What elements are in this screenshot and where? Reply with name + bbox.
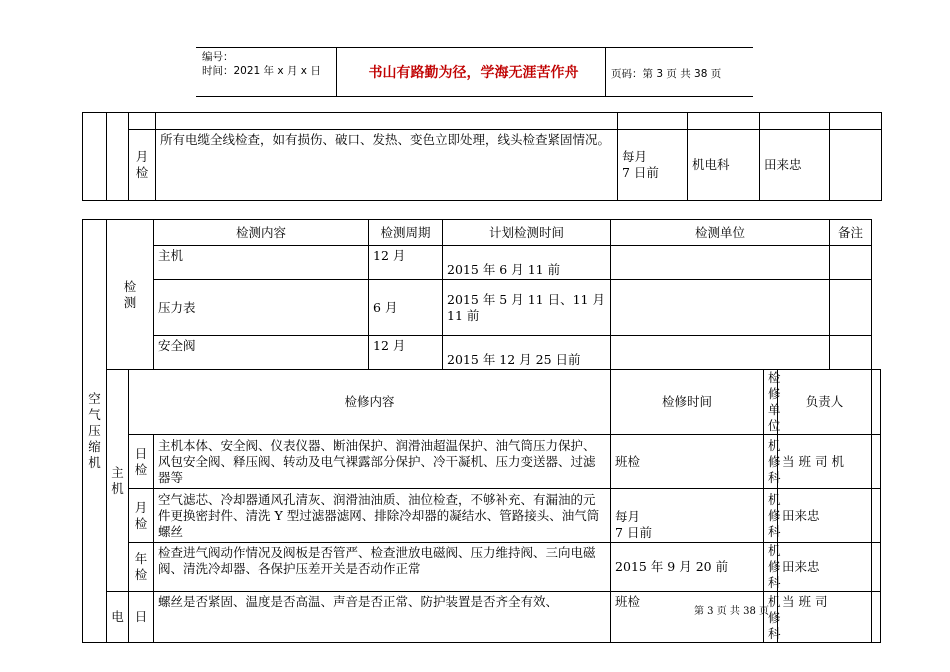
- table-cell: [611, 246, 830, 280]
- page-header: [196, 47, 753, 97]
- table-cell: [872, 489, 881, 543]
- table-cell: [872, 543, 881, 592]
- inspection-cycle: 12 月: [369, 336, 443, 370]
- table-cell: [611, 280, 830, 336]
- inspection-time: 2015 年 12 月 25 日前: [443, 336, 611, 370]
- header-motto: 书山有路勤为径，学海无涯苦作舟: [368, 65, 579, 81]
- column-header: 检测内容: [154, 220, 369, 246]
- column-header: 检修内容: [129, 370, 611, 435]
- period-cell: 日: [129, 592, 154, 643]
- inspection-time: 2015 年 6 月 11 前: [443, 246, 611, 280]
- maintenance-unit: 机修科: [764, 489, 778, 543]
- table-cell: [872, 592, 881, 643]
- table-cell: [830, 280, 872, 336]
- table-cell: [830, 113, 882, 130]
- time-label: 时间：2021 年 x 月 x 日: [202, 65, 321, 77]
- column-header: 备注: [830, 220, 872, 246]
- maintenance-person: 当 班 司: [778, 592, 872, 643]
- inspection-cycle: 6 月: [369, 280, 443, 336]
- inspection-content: 安全阀: [154, 336, 369, 370]
- table-cell: [830, 336, 872, 370]
- column-header: 检测周期: [369, 220, 443, 246]
- maintenance-time: 每月 7 日前: [611, 489, 764, 543]
- period-cell: 月 检: [129, 489, 154, 543]
- period-cell: 月 检: [129, 130, 156, 201]
- column-header: 检修时间: [611, 370, 764, 435]
- equipment-label: 空 气 压 缩 机: [83, 220, 107, 643]
- motor-label: 电: [107, 592, 129, 643]
- maintenance-content: 主机本体、安全阀、仪表仪器、断油保护、润滑油超温保护、油气筒压力保护、风包安全阀、释压阀、转动及电气裸露部分保护、冷干凝机、压力变送器、过滤器等: [154, 435, 611, 489]
- column-header: 计划检测时间: [443, 220, 611, 246]
- table-cable-inspection: [82, 112, 882, 201]
- table-air-compressor: [82, 219, 881, 643]
- column-header: 负责人: [778, 370, 872, 435]
- schedule-cell: 每月 7 日前: [618, 130, 688, 201]
- inspection-cycle: 12 月: [369, 246, 443, 280]
- maintenance-content: 空气滤芯、冷却器通风孔清灰、润滑油油质、油位检查，不够补充、有漏油的元件更换密封件、清洗 Y 型过滤器滤网、排除冷却器的凝结水、管路接头、油气筒螺丝: [154, 489, 611, 543]
- period-cell: 日 检: [129, 435, 154, 489]
- table-cell: [618, 113, 688, 130]
- table-cell: [107, 113, 129, 201]
- table-cell: [872, 370, 881, 435]
- person-cell: 田来忠: [760, 130, 830, 201]
- inspection-content: 压力表: [154, 280, 369, 336]
- table-cell: [830, 130, 882, 201]
- maintenance-content: 检查进气阀动作情况及阀板是否管严、检查泄放电磁阀、压力维持阀、三向电磁阀、清洗冷却器、各保护压差开关是否动作正常: [154, 543, 611, 592]
- maintenance-unit: 机修科: [764, 543, 778, 592]
- column-header: 检测单位: [611, 220, 830, 246]
- unit-cell: 机电科: [688, 130, 760, 201]
- table-cell: [129, 113, 156, 130]
- table-cell: [611, 336, 830, 370]
- table-cell: [872, 435, 881, 489]
- doc-number-label: 编号：: [202, 51, 234, 63]
- maintenance-time: 班检: [611, 435, 764, 489]
- header-info: [202, 50, 321, 78]
- table-cell: [830, 246, 872, 280]
- table-cell: [760, 113, 830, 130]
- maintenance-unit: 机修科: [764, 435, 778, 489]
- maintenance-person: 田来忠: [778, 543, 872, 592]
- inspection-time: 2015 年 5 月 11 日、11 月 11 前: [443, 280, 611, 336]
- table-cell: [83, 113, 107, 201]
- maintenance-unit: 机修科: [764, 592, 778, 643]
- period-cell: 年 检: [129, 543, 154, 592]
- maintenance-person: 田来忠: [778, 489, 872, 543]
- header-page-label: 页码：第 3 页 共 38 页: [611, 68, 722, 80]
- maintenance-time: 2015 年 9 月 20 前: [611, 543, 764, 592]
- content-cell: 所有电缆全线检查，如有损伤、破口、发热、变色立即处理，线头检查紧固情况。: [156, 130, 618, 201]
- maintenance-content: 螺丝是否紧固、温度是否高温、声音是否正常、防护装置是否齐全有效、: [154, 592, 611, 643]
- inspection-label: 检 测: [107, 220, 154, 370]
- maintenance-time: 班检: [611, 592, 764, 643]
- header-divider: [336, 48, 337, 96]
- inspection-content: 主机: [154, 246, 369, 280]
- page-footer: 第 3 页 共 38 页: [694, 606, 769, 617]
- column-header: 检修单位: [764, 370, 778, 435]
- maintenance-label: 主 机: [107, 370, 129, 592]
- table-cell: [688, 113, 760, 130]
- maintenance-person: 当 班 司 机: [778, 435, 872, 489]
- table-cell: [156, 113, 618, 130]
